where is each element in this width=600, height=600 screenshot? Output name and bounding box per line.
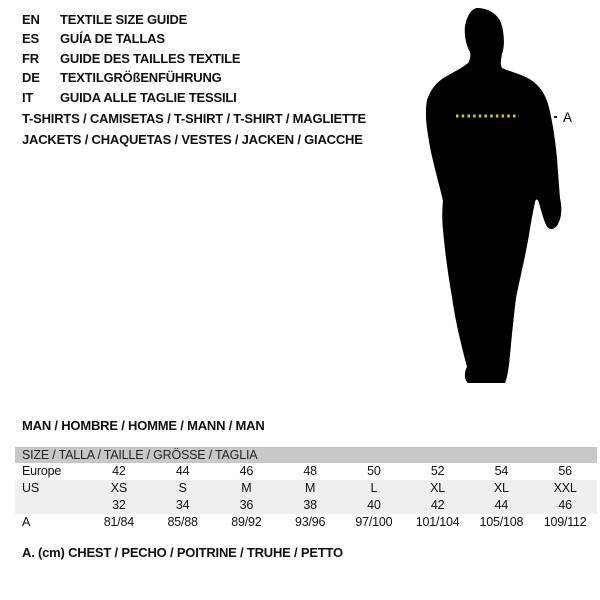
category-lines xyxy=(22,108,366,150)
row-label: Europe xyxy=(22,464,62,478)
language-code: DE xyxy=(22,70,40,86)
size-cell: 93/96 xyxy=(294,515,326,529)
size-cell: 44 xyxy=(494,498,509,512)
size-table-body xyxy=(15,463,597,531)
size-cell: 48 xyxy=(303,464,317,478)
table-row xyxy=(15,463,597,480)
size-cell: 46 xyxy=(239,464,254,478)
size-cell: 101/104 xyxy=(415,515,460,529)
language-code: IT xyxy=(22,89,34,105)
size-cell: 109/112 xyxy=(543,515,587,529)
size-cell: 54 xyxy=(494,464,509,478)
language-label: GUIDE DES TAILLES TEXTILE xyxy=(60,50,241,66)
size-cell: 42 xyxy=(112,464,126,478)
size-cell: XS xyxy=(110,481,128,495)
silhouette-svg xyxy=(400,0,600,400)
language-row-it xyxy=(22,88,240,107)
size-cell: 56 xyxy=(558,464,572,478)
category-line-tshirts: T-SHIRTS / CAMISETAS / T-SHIRT / T-SHIRT / MAGLIETTE xyxy=(22,111,366,126)
size-table xyxy=(15,447,597,531)
category-line-jackets: JACKETS / CHAQUETAS / VESTES / JACKEN / GIACCHE xyxy=(22,132,363,147)
size-cell: 38 xyxy=(303,498,317,512)
language-code: FR xyxy=(22,50,39,66)
language-code: EN xyxy=(22,12,40,27)
language-row-en xyxy=(22,10,240,29)
size-table-header: SIZE / TALLA / TAILLE / GRÖSSE / TAGLIA xyxy=(15,447,597,463)
size-cell: 85/88 xyxy=(167,515,198,529)
size-cell: 52 xyxy=(430,464,445,478)
row-label xyxy=(15,497,87,514)
size-cell: XL xyxy=(430,481,446,495)
size-cell: XXL xyxy=(553,481,577,495)
language-code: ES xyxy=(22,31,39,47)
size-cell: 46 xyxy=(558,498,572,512)
language-label: GUÍA DE TALLAS xyxy=(60,31,165,47)
size-cell: 97/100 xyxy=(355,515,393,529)
size-cell: 81/84 xyxy=(103,515,135,529)
size-cell: 36 xyxy=(239,498,254,512)
size-cell: 89/92 xyxy=(231,515,262,529)
size-cell: 40 xyxy=(367,498,381,512)
size-cell: XL xyxy=(493,481,509,495)
row-label: A xyxy=(22,515,31,529)
language-row-es xyxy=(22,29,240,48)
size-cell: M xyxy=(241,481,252,495)
section-title-man: MAN / HOMBRE / HOMME / MANN / MAN xyxy=(22,418,265,433)
size-cell: 50 xyxy=(367,464,381,478)
size-cell: 105/108 xyxy=(479,515,524,529)
size-cell: 42 xyxy=(430,498,445,512)
size-cell: 34 xyxy=(175,498,190,512)
size-cell: S xyxy=(178,481,187,495)
language-label: TEXTILE SIZE GUIDE xyxy=(60,12,188,27)
table-row xyxy=(15,514,597,531)
row-label: US xyxy=(22,481,39,495)
language-label: TEXTILGRÖßENFÜHRUNG xyxy=(60,70,222,86)
size-cell: M xyxy=(305,481,316,495)
measurement-footnote: A. (cm) CHEST / PECHO / POITRINE / TRUHE / PETTO xyxy=(22,545,343,560)
male-silhouette-figure xyxy=(400,0,600,400)
size-cell: L xyxy=(370,481,378,495)
table-row xyxy=(15,497,597,514)
man-silhouette xyxy=(426,8,561,383)
table-row xyxy=(15,480,597,497)
language-list xyxy=(22,10,240,107)
size-cell: 44 xyxy=(175,464,190,478)
language-label: GUIDA ALLE TAGLIE TESSILI xyxy=(60,89,237,105)
language-row-fr xyxy=(22,49,240,68)
language-row-de xyxy=(22,68,240,87)
measurement-label-a: A xyxy=(563,110,573,125)
size-cell: 32 xyxy=(112,498,126,512)
